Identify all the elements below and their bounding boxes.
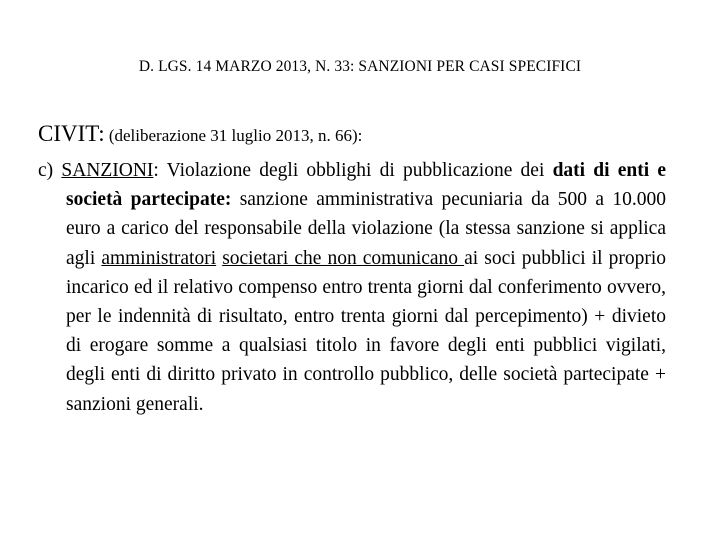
civit-label: CIVIT [38,121,99,146]
bold-subject: dati di enti e società partecipate: [66,160,666,211]
sanction-text: sanzione amministrativa pecuniaria da 500 a 10.000 euro a carico del responsabile della violazione (la stessa sanzione si applica agli [66,189,666,269]
underlined-amministratori: amministratori [101,247,217,269]
paragraph-prefix: c) [38,160,62,181]
closing-text: ai soci pubblici il proprio incarico ed il relativo compenso entro trenta giorni dal conferimento ovvero, per le indennità di risultato, entro trenta giorni dal percepimento) + divieto di erogare somme a qualsiasi titolo in favore degli enti pubblici vigilati, degli enti di diritto privato in controllo pubblico, delle società partecipate + sanzioni generali. [66,247,667,415]
slide-title: D. LGS. 14 MARZO 2013, N. 33: SANZIONI PER CASI SPECIFICI [138,58,582,75]
underlined-che: che [294,247,328,269]
sanctions-paragraph [38,156,666,419]
underlined-societari: societari [222,247,295,269]
violation-text: : Violazione degli obblighi di pubblicazione dei [153,160,553,181]
civit-line [38,121,362,147]
sanzioni-label: SANZIONI [61,160,154,181]
underlined-non: non [327,247,363,269]
civit-deliberation-reference: (deliberazione 31 luglio 2013, n. 66): [104,126,363,145]
civit-colon: : [98,121,105,146]
underlined-comunicano: comunicano [362,247,465,269]
